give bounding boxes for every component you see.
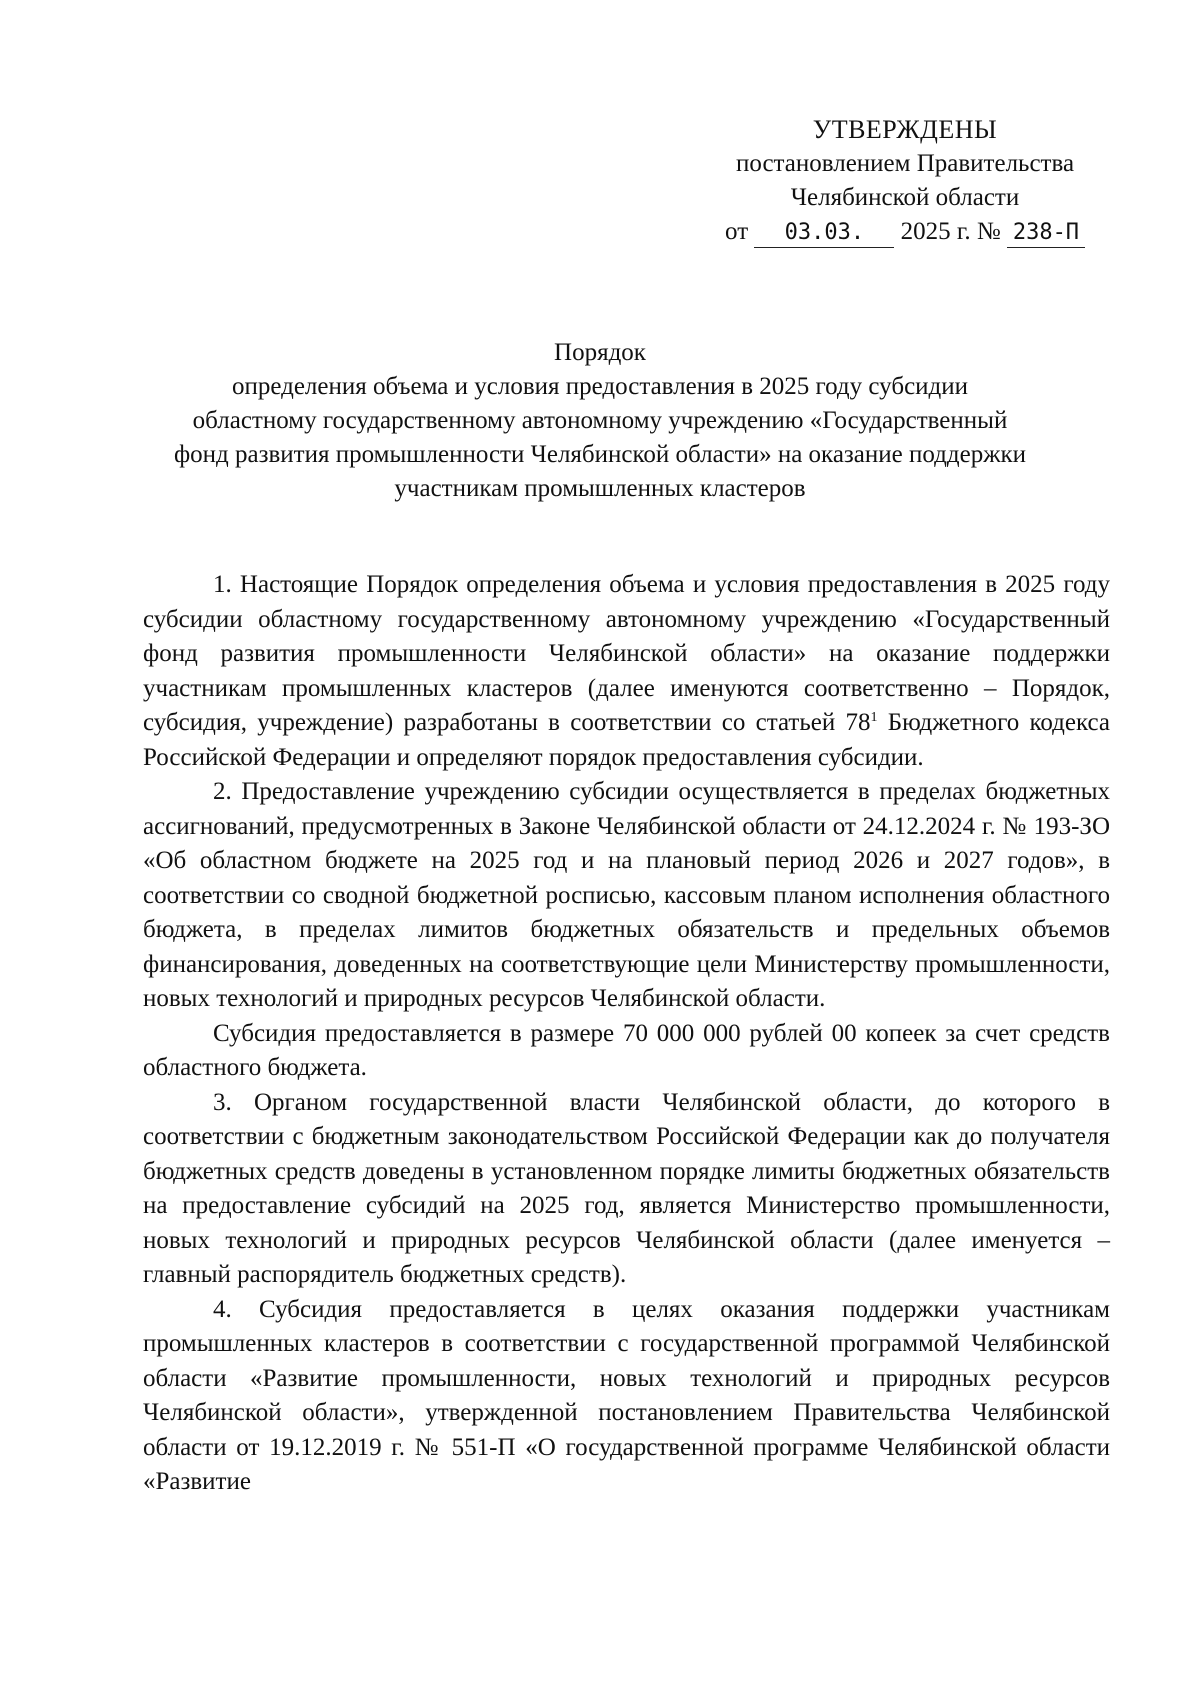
document-title (90, 336, 1110, 506)
document-title-line-2: областному государственному автономному учреждению «Государственный (192, 407, 1008, 434)
paragraph-1-text-b: Бюджетного кодекса Российской Федерации и определяют порядок предоставления субсидии. (143, 709, 1110, 771)
paragraph-2-subsidy-amount: Субсидия предоставляется в размере 70 000 000 рублей 00 копеек за счет средств областного бюджета. (143, 1019, 1110, 1081)
paragraph-1 (143, 568, 1110, 775)
approval-line-1: постановлением Правительства (735, 150, 1075, 177)
document-title-line-4: участникам промышленных кластеров (394, 475, 806, 502)
document-body (143, 568, 1110, 1500)
paragraph-2: 2. Предоставление учреждению субсидии осуществляется в пределах бюджетных ассигнований, предусмотренных в Законе Челябинской области от 24.12.2024 г. № 193-ЗО «Об областном бюджете на 2025 год и на плановый период 2026 и 2027 годов», в соответствии со сводной бюджетной росписью, кассовым планом исполнения областного бюджета, в пределах лимитов бюджетных обязательств и предельных объемов финансирования, доведенных на соответствующие цели Министерству промышленности, новых технологий и природных ресурсов Челябинской области. (143, 778, 1110, 1012)
article-superscript: 1 (870, 710, 878, 725)
decree-year-label: 2025 г. № (900, 218, 1001, 245)
approval-title: УТВЕРЖДЕНЫ (812, 115, 998, 144)
approval-stamp-block (700, 113, 1110, 249)
date-prefix: от (725, 218, 749, 245)
document-heading: Порядок (554, 339, 646, 366)
paragraph-3: 3. Органом государственной власти Челябинской области, до которого в соответствии с бюджетным законодательством Российской Федерации как до получателя бюджетных средств доведены в установленном порядке лимиты бюджетных обязательств на предоставление субсидий на 2025 год, является Министерство промышленности, новых технологий и природных ресурсов Челябинской области (далее именуется – главный распорядитель бюджетных средств). (143, 1088, 1110, 1288)
paragraph-1-text-a: 1. Настоящие Порядок определения объема и условия предоставления в 2025 году субсидии областному государственному автономному учреждению «Государственный фонд развития промышленности Челябинской области» на оказание поддержки участникам промышленных кластеров (далее именуются соответственно – Порядок, субсидия, учреждение) разработаны в соответствии со статьей 78 (143, 571, 1110, 736)
approval-line-2: Челябинской области (790, 184, 1020, 211)
paragraph-4: 4. Субсидия предоставляется в целях оказания поддержки участникам промышленных кластеров в соответствии с государственной программой Челябинской области «Развитие промышленности, новых технологий и природных ресурсов Челябинской области», утвержденной постановлением Правительства Челябинской области от 19.12.2019 г. № 551-П «О государственной программе Челябинской области «Развитие (143, 1295, 1110, 1495)
document-title-line-1: определения объема и условия предоставления в 2025 году субсидии (231, 373, 969, 400)
decree-number-field: 238-П (1007, 219, 1085, 248)
document-title-line-3: фонд развития промышленности Челябинской области» на оказание поддержки (173, 441, 1026, 468)
decree-date-field: 03.03. (754, 219, 894, 248)
approval-date-line (700, 215, 1110, 249)
